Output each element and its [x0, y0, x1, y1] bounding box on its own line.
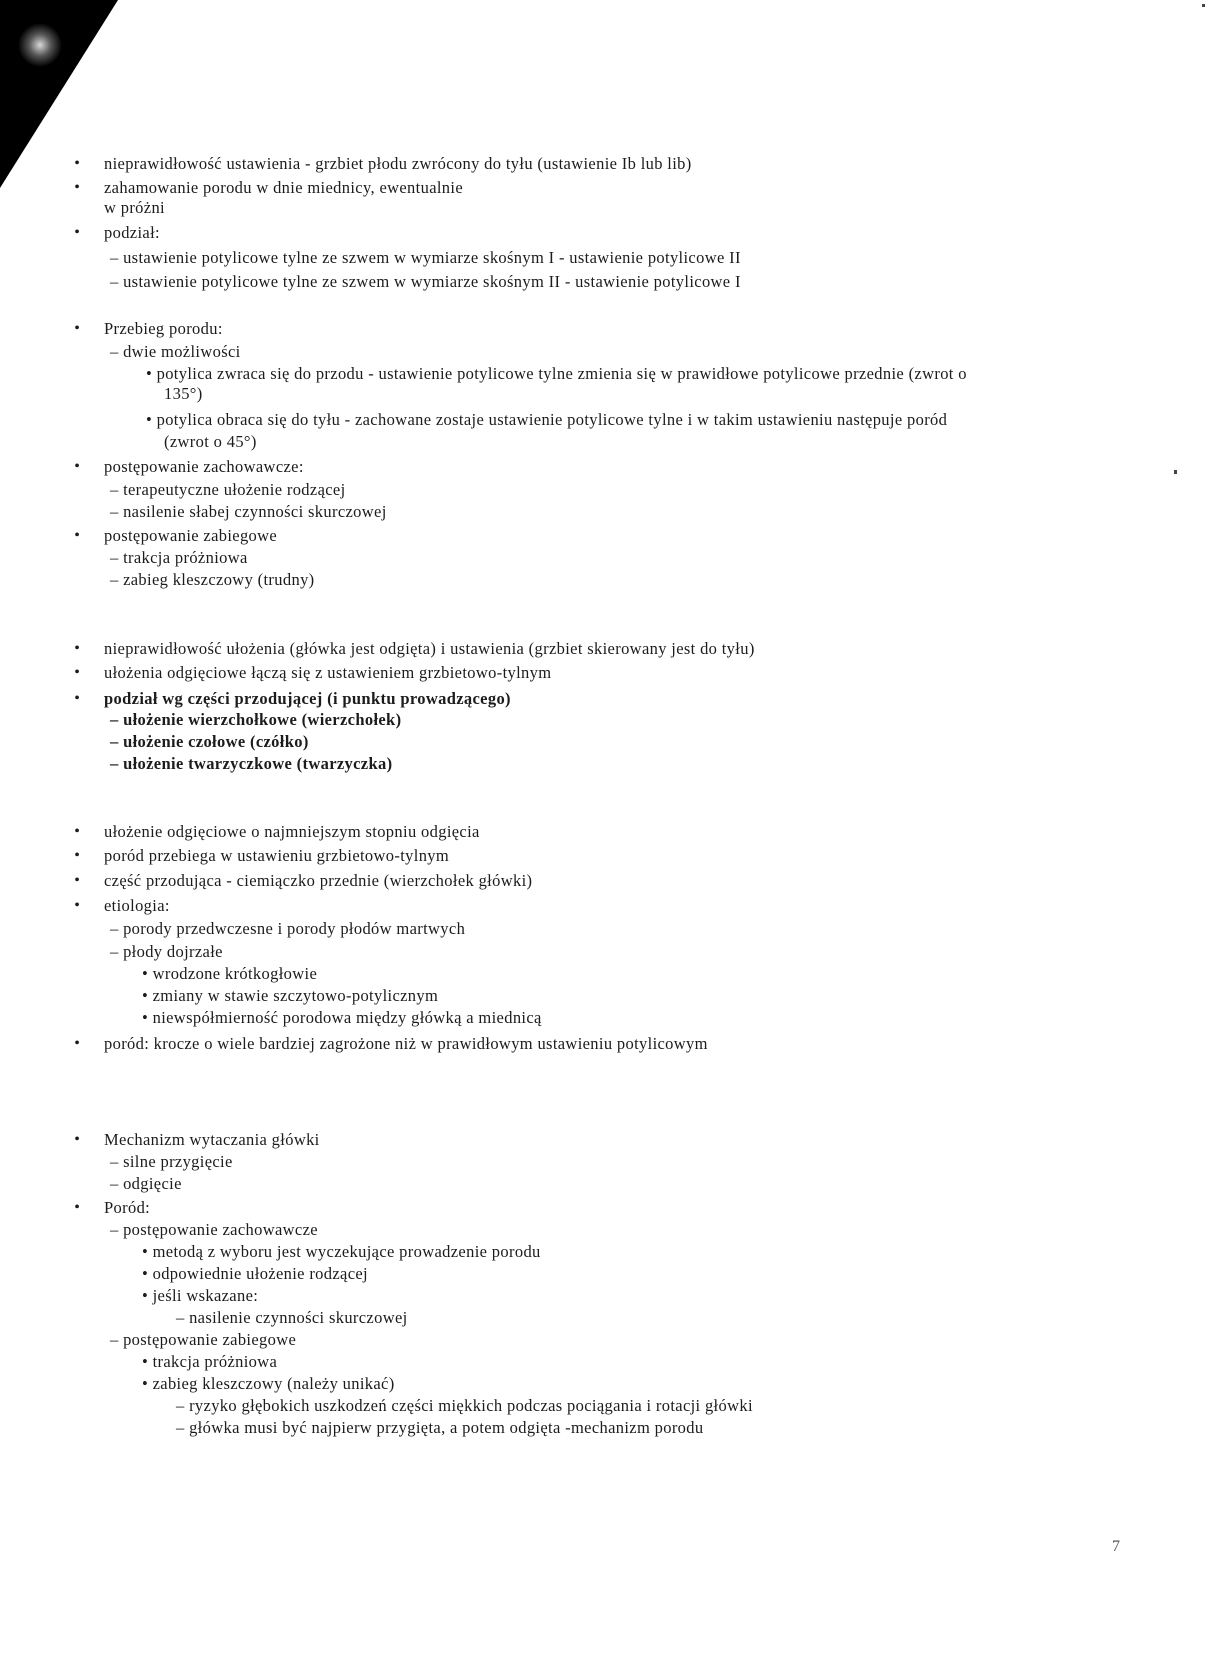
bullet-icon: •	[74, 1199, 80, 1216]
text-line: – ułożenie wierzchołkowe (wierzchołek)	[110, 710, 402, 729]
text-line: – ustawienie potylicowe tylne ze szwem w wymiarze skośnym I - ustawienie potylicowe II	[110, 248, 741, 267]
text-line: • metodą z wyboru jest wyczekujące prowadzenie porodu	[142, 1242, 541, 1261]
text-line: • niewspółmierność porodowa między główką a miednicą	[142, 1008, 542, 1027]
bullet-icon: •	[74, 1131, 80, 1148]
text-line: • wrodzone krótkogłowie	[142, 964, 318, 983]
text-line: podział wg części przodującej (i punktu prowadzącego)	[104, 689, 511, 708]
text-line: – postępowanie zachowawcze	[110, 1220, 318, 1239]
text-line: • potylica zwraca się do przodu - ustawienie potylicowe tylne zmienia się w prawidłowe potylicowe przednie (zwrot o	[146, 364, 967, 383]
bullet-icon: •	[74, 690, 80, 707]
bullet-icon: •	[74, 224, 80, 241]
page-number: 7	[1112, 1538, 1120, 1555]
bullet-icon: •	[74, 458, 80, 475]
text-line: – postępowanie zabiegowe	[110, 1330, 297, 1349]
text-line: poród: krocze o wiele bardziej zagrożone niż w prawidłowym ustawieniu potylicowym	[104, 1034, 708, 1053]
text-line: poród przebiega w ustawieniu grzbietowo-tylnym	[104, 846, 450, 865]
bullet-icon: •	[74, 640, 80, 657]
text-line: ułożenie odgięciowe o najmniejszym stopniu odgięcia	[104, 822, 480, 841]
text-line: ułożenia odgięciowe łączą się z ustawieniem grzbietowo-tylnym	[104, 663, 552, 682]
text-line: – ułożenie twarzyczkowe (twarzyczka)	[110, 754, 393, 773]
text-line: • trakcja próżniowa	[142, 1352, 278, 1371]
text-line: – ułożenie czołowe (czółko)	[110, 732, 309, 751]
text-line: • odpowiednie ułożenie rodzącej	[142, 1264, 368, 1283]
text-line: postępowanie zabiegowe	[104, 526, 278, 545]
text-line: – dwie możliwości	[110, 342, 241, 361]
text-line: podział:	[104, 223, 160, 242]
text-line: – główka musi być najpierw przygięta, a potem odgięta -mechanizm porodu	[176, 1418, 704, 1437]
text-line: w próżni	[104, 198, 165, 217]
text-line: część przodująca - ciemiączko przednie (wierzchołek główki)	[104, 871, 533, 890]
bullet-icon: •	[74, 1035, 80, 1052]
bullet-icon: •	[74, 179, 80, 196]
text-line: nieprawidłowość ułożenia (główka jest odgięta) i ustawienia (grzbiet skierowany jest do tyłu)	[104, 639, 755, 658]
bullet-icon: •	[74, 872, 80, 889]
bullet-icon: •	[74, 897, 80, 914]
bullet-icon: •	[74, 155, 80, 172]
bullet-icon: •	[74, 664, 80, 681]
text-line: • potylica obraca się do tyłu - zachowane zostaje ustawienie potylicowe tylne i w takim ustawieniu następuje poród	[146, 410, 948, 429]
text-line: – terapeutyczne ułożenie rodzącej	[110, 480, 346, 499]
text-line: – trakcja próżniowa	[110, 548, 248, 567]
bullet-icon: •	[74, 823, 80, 840]
text-line: – silne przygięcie	[110, 1152, 233, 1171]
text-line: 135°)	[164, 384, 203, 403]
text-line: nieprawidłowość ustawienia - grzbiet płodu zwrócony do tyłu (ustawienie Ib lub lib)	[104, 154, 692, 173]
text-line: – ryzyko głębokich uszkodzeń części miękkich podczas pociągania i rotacji główki	[176, 1396, 753, 1415]
bullet-icon: •	[74, 320, 80, 337]
bullet-icon: •	[74, 847, 80, 864]
text-line: Poród:	[104, 1198, 151, 1217]
text-line: • zabieg kleszczowy (należy unikać)	[142, 1374, 395, 1393]
text-line: (zwrot o 45°)	[164, 432, 257, 451]
text-line: Mechanizm wytaczania główki	[104, 1130, 320, 1149]
text-line: zahamowanie porodu w dnie miednicy, ewentualnie	[104, 178, 464, 197]
text-line: • zmiany w stawie szczytowo-potylicznym	[142, 986, 439, 1005]
text-line: postępowanie zachowawcze:	[104, 457, 304, 476]
text-line: – płody dojrzałe	[110, 942, 223, 961]
text-line: • jeśli wskazane:	[142, 1286, 259, 1305]
text-line: etiologia:	[104, 896, 170, 915]
text-line: – odgięcie	[110, 1174, 182, 1193]
text-line: – nasilenie czynności skurczowej	[176, 1308, 408, 1327]
text-line: – ustawienie potylicowe tylne ze szwem w wymiarze skośnym II - ustawienie potylicowe I	[110, 272, 741, 291]
text-line: – nasilenie słabej czynności skurczowej	[110, 502, 387, 521]
text-line: Przebieg porodu:	[104, 319, 223, 338]
text-line: – porody przedwczesne i porody płodów martwych	[110, 919, 466, 938]
bullet-icon: •	[74, 527, 80, 544]
text-line: – zabieg kleszczowy (trudny)	[110, 570, 315, 589]
